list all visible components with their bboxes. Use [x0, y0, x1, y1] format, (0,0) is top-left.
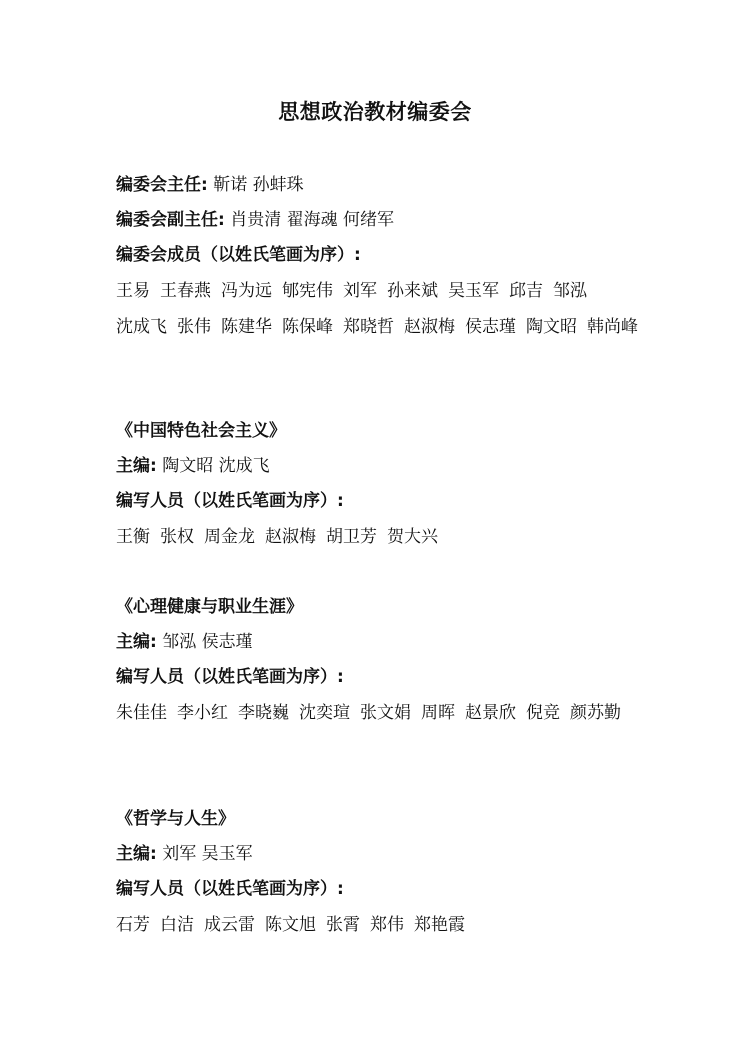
person-name: 倪竞	[526, 703, 560, 723]
person-name: 石芳	[116, 915, 150, 935]
vice-director-label: 编委会副主任:	[116, 210, 225, 230]
person-name: 王易	[116, 281, 150, 301]
members-list	[116, 273, 656, 345]
person-name: 白洁	[160, 915, 194, 935]
person-name: 胡卫芳	[326, 527, 377, 547]
person-name: 沈奕瑄	[299, 703, 350, 723]
person-name: 周晖	[421, 703, 455, 723]
writers-line	[116, 660, 656, 695]
director-line	[116, 168, 656, 203]
writers-label: 编写人员（以姓氏笔画为序）:	[116, 491, 344, 511]
book-section-3	[116, 802, 656, 943]
editor-label: 主编:	[116, 844, 157, 864]
person-name: 吴玉军	[448, 281, 499, 301]
vice-director-line	[116, 203, 656, 238]
person-name: 郑伟	[370, 915, 404, 935]
person-name: 周金龙	[204, 527, 255, 547]
person-name: 王衡	[116, 527, 150, 547]
editor-line	[116, 625, 656, 660]
editor-names: 刘军 吴玉军	[162, 844, 253, 864]
person-name: 沈成飞	[116, 317, 167, 337]
page-title: 思想政治教材编委会	[278, 99, 472, 124]
person-name: 孙来斌	[387, 281, 438, 301]
person-name: 张伟	[177, 317, 211, 337]
person-name: 冯为远	[221, 281, 272, 301]
person-name: 李小红	[177, 703, 228, 723]
person-name: 郑艳霞	[414, 915, 465, 935]
editor-label: 主编:	[116, 632, 157, 652]
book-section-2	[116, 590, 656, 731]
person-name: 赵景欣	[465, 703, 516, 723]
director-label: 编委会主任:	[116, 175, 208, 195]
person-name: 张权	[160, 527, 194, 547]
committee-section	[116, 168, 656, 345]
person-name: 郇宪伟	[282, 281, 333, 301]
editor-names: 陶文昭 沈成飞	[162, 456, 270, 476]
book-title: 《心理健康与职业生涯》	[116, 597, 303, 617]
book-title: 《哲学与人生》	[116, 809, 235, 829]
person-name: 张文娟	[360, 703, 411, 723]
writers-list	[116, 907, 656, 943]
person-name: 赵淑梅	[404, 317, 455, 337]
person-name: 韩尚峰	[587, 317, 638, 337]
person-name: 陈保峰	[282, 317, 333, 337]
writers-line	[116, 872, 656, 907]
book-title: 《中国特色社会主义》	[116, 421, 286, 441]
writers-list	[116, 695, 656, 731]
person-name: 赵淑梅	[265, 527, 316, 547]
writers-line	[116, 484, 656, 519]
vice-director-names: 肖贵清 翟海魂 何绪军	[230, 210, 395, 230]
person-name: 王春燕	[160, 281, 211, 301]
person-name: 陈文旭	[265, 915, 316, 935]
writers-list	[116, 519, 656, 555]
editor-line	[116, 837, 656, 872]
writers-label: 编写人员（以姓氏笔画为序）:	[116, 667, 344, 687]
person-name: 贺大兴	[387, 527, 438, 547]
person-name: 张霄	[326, 915, 360, 935]
book-section-1	[116, 414, 656, 555]
director-names: 靳诺 孙蚌珠	[213, 175, 304, 195]
editor-label: 主编:	[116, 456, 157, 476]
person-name: 刘军	[343, 281, 377, 301]
person-name: 侯志瑾	[465, 317, 516, 337]
person-name: 陈建华	[221, 317, 272, 337]
members-line	[116, 238, 656, 273]
person-name: 成云雷	[204, 915, 255, 935]
editor-line	[116, 449, 656, 484]
writers-label: 编写人员（以姓氏笔画为序）:	[116, 879, 344, 899]
person-name: 李晓巍	[238, 703, 289, 723]
person-name: 邹泓	[553, 281, 587, 301]
person-name: 陶文昭	[526, 317, 577, 337]
person-name: 邱吉	[509, 281, 543, 301]
editor-names: 邹泓 侯志瑾	[162, 632, 253, 652]
person-name: 郑晓哲	[343, 317, 394, 337]
members-label: 编委会成员（以姓氏笔画为序）:	[116, 245, 361, 265]
person-name: 颜苏勤	[570, 703, 621, 723]
person-name: 朱佳佳	[116, 703, 167, 723]
